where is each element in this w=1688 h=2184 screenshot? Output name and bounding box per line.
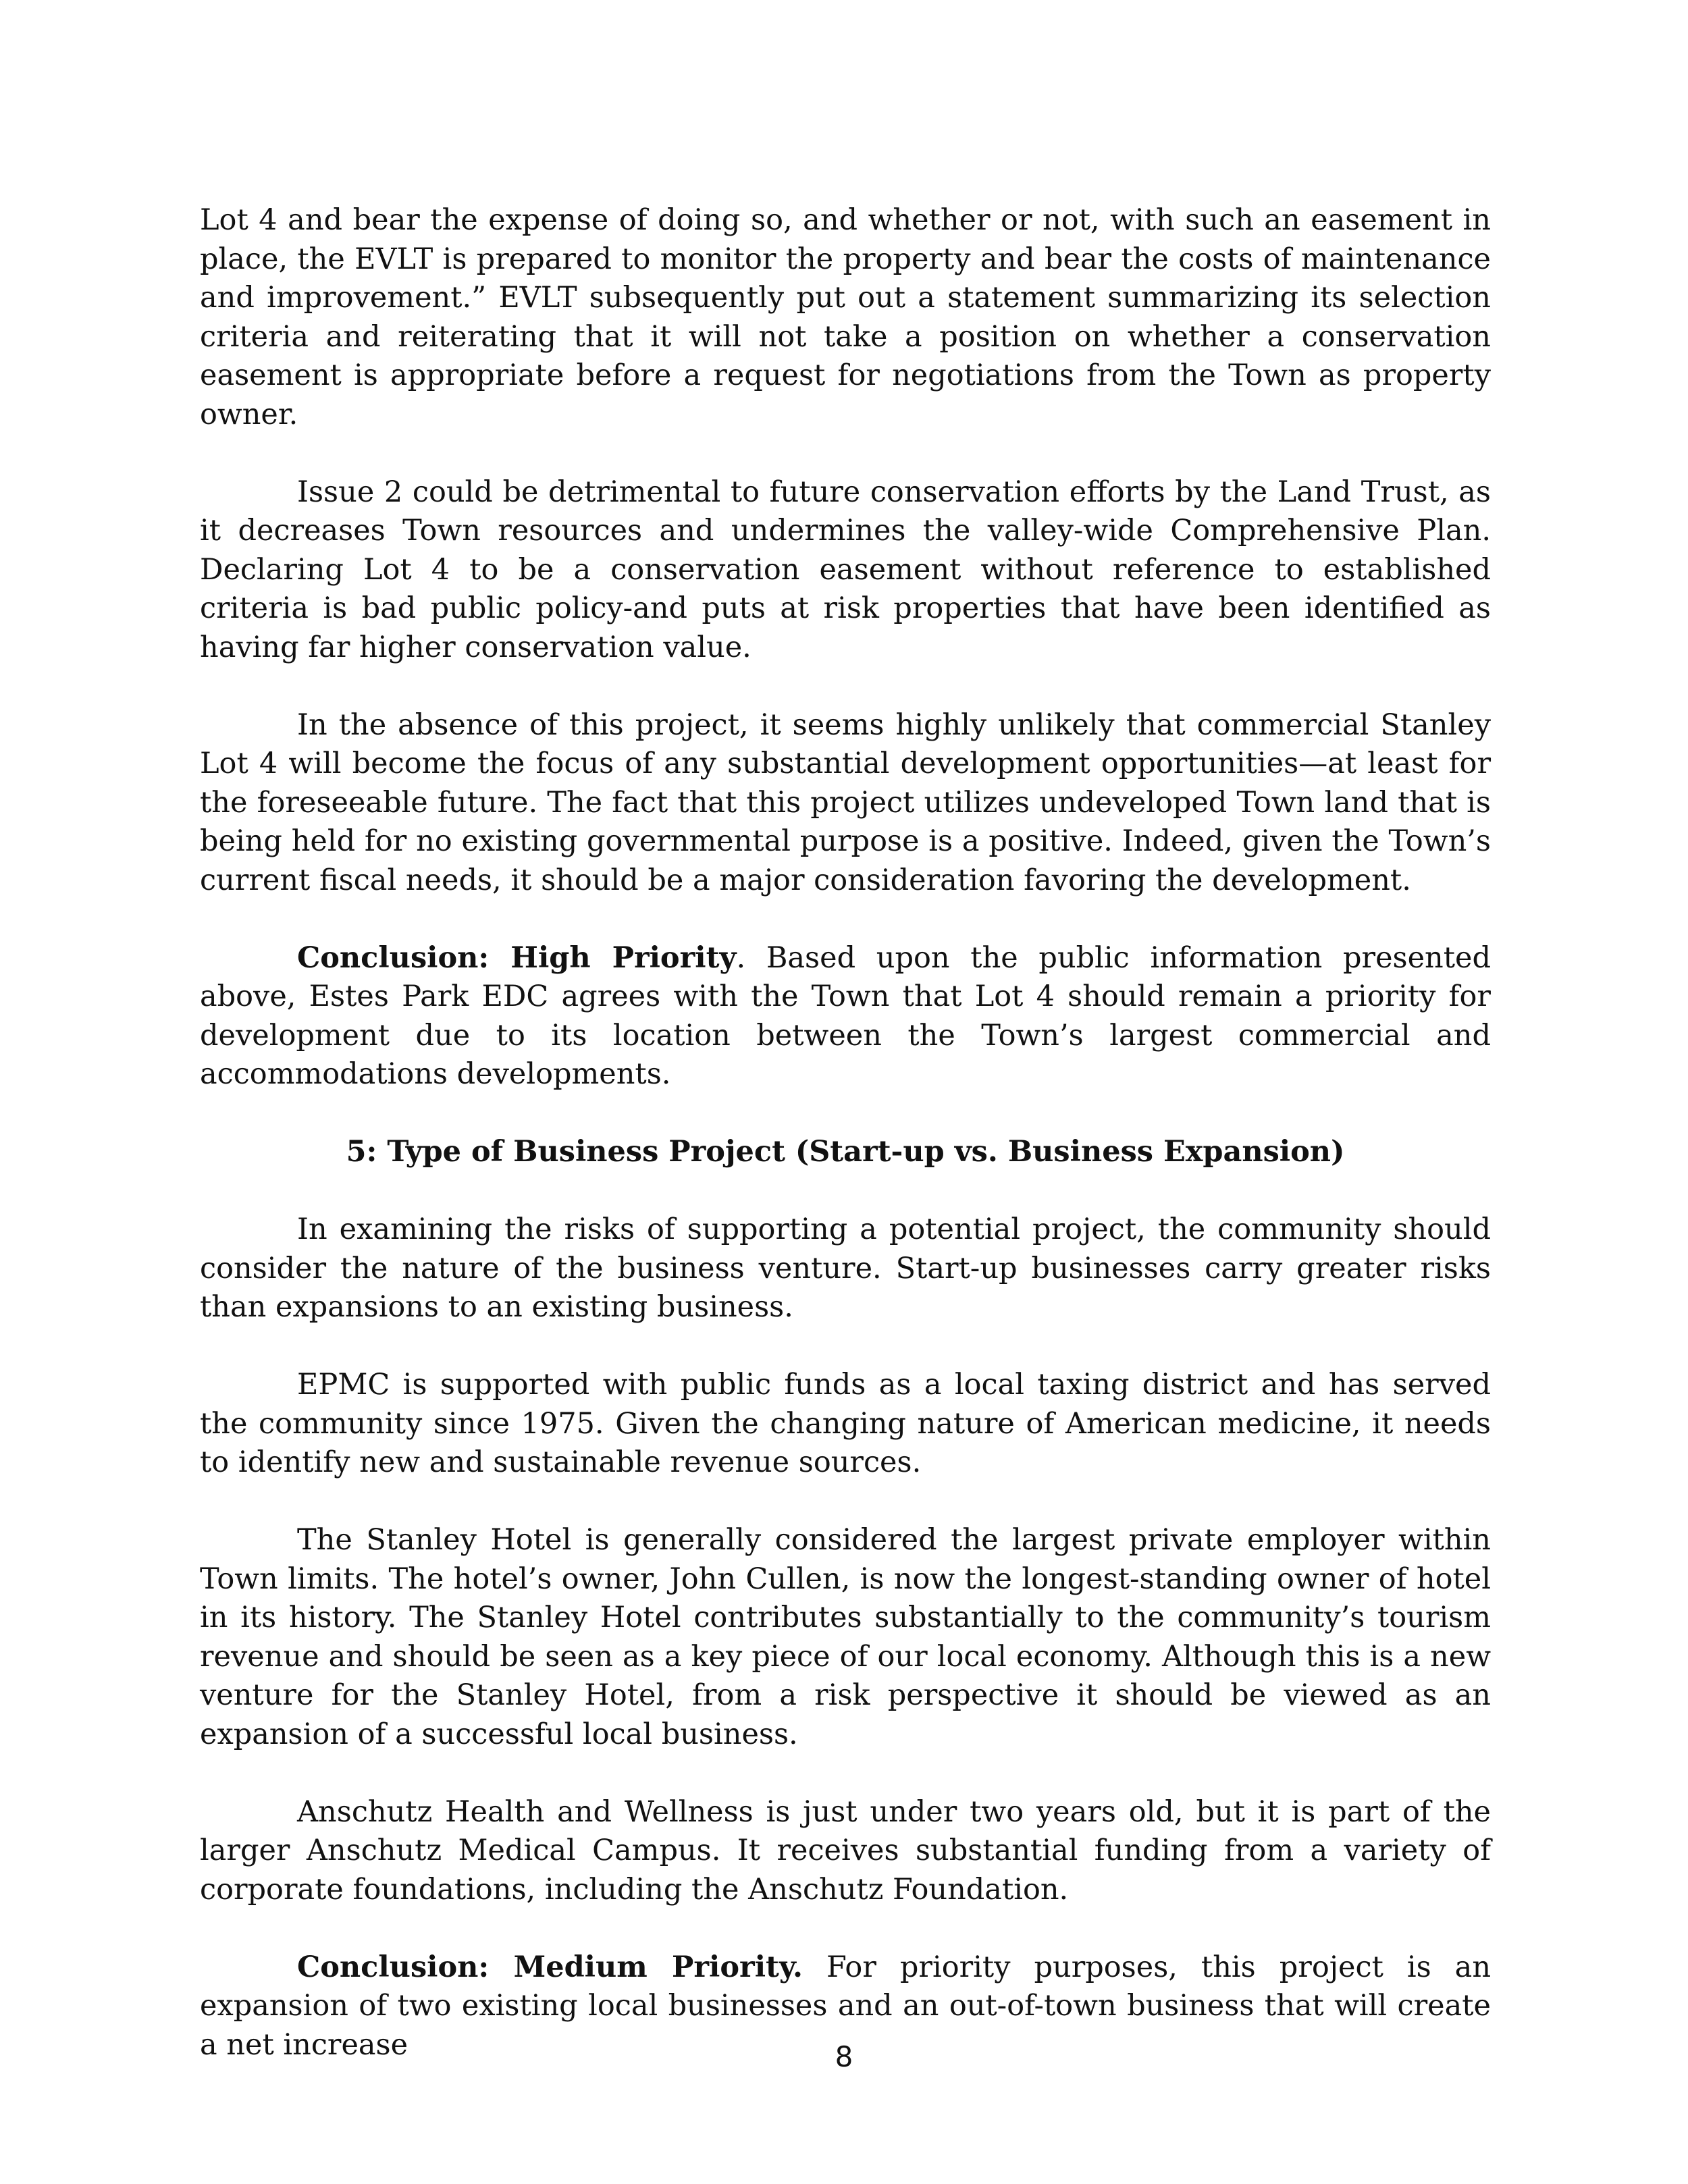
conclusion-lead: Conclusion: Medium Priority. (297, 1950, 803, 1984)
paragraph-text: The Stanley Hotel is generally considered the largest private employer within Town limits. The hotel’s owner, John Cullen, is now the longest-standing owner of hotel in its history. The Stanley Hotel contributes substantially to the community’s tourism revenue and should be seen as a key piece of our local economy. Although this is a new venture for the Stanley Hotel, from a risk perspective it should be viewed as an expansion of a successful local business. (200, 1523, 1491, 1751)
paragraph-anschutz (200, 1793, 1491, 1910)
paragraph-issue-2 (200, 473, 1491, 668)
paragraph-text: Lot 4 and bear the expense of doing so, and whether or not, with such an easement in place, the EVLT is prepared to monitor the property and bear the costs of maintenance and improvement.” EVLT subsequently put out a statement summarizing its selection criteria and reiterating that it will not take a position on whether a conservation easement is appropriate before a request for negotiations from the Town as property owner. (200, 203, 1491, 431)
paragraph-text: For priority purposes, this project is an expansion of two existing local businesses and an out-of-town business that will create a net increase (200, 1950, 1492, 2062)
conclusion-lead: Conclusion: High Priority (297, 940, 737, 975)
paragraph-risks-of-supporting (200, 1210, 1491, 1327)
paragraph-text: EPMC is supported with public funds as a local taxing district and has served the community since 1975. Given the changing nature of American medicine, it needs to identify new and sustainable revenue sources. (200, 1368, 1491, 1479)
section-heading: 5: Type of Business Project (Start-up vs. Business Expansion) (346, 1135, 1345, 1169)
paragraph-text: In examining the risks of supporting a potential project, the community should consider the nature of the business venture. Start-up businesses carry greater risks than expansions to an existing business. (200, 1213, 1491, 1324)
paragraph-stanley-hotel (200, 1521, 1491, 1754)
paragraph-text: Anschutz Health and Wellness is just under two years old, but it is part of the larger Anschutz Medical Campus. It receives substantial funding from a variety of corporate foundations, including the Anschutz Foundation. (200, 1794, 1491, 1907)
paragraph-absence-of-project (200, 706, 1491, 901)
paragraph-text: . Based upon the public information presented above, Estes Park EDC agrees with the Town that Lot 4 should remain a priority for development due to its location between the Town’s largest commercial and accommodations developments. (200, 940, 1491, 1091)
paragraph-text: Issue 2 could be detrimental to future conservation efforts by the Land Trust, as it decreases Town resources and undermines the valley-wide Comprehensive Plan. Declaring Lot 4 to be a conservation easement without reference to established criteria is bad public policy-and puts at risk properties that have been identified as having far higher conservation value. (200, 475, 1491, 664)
paragraph-epmc (200, 1366, 1491, 1483)
page-number: 8 (835, 2040, 853, 2073)
paragraph-conclusion-high-priority (200, 939, 1491, 1094)
paragraph-text: In the absence of this project, it seems highly unlikely that commercial Stanley Lot 4 will become the focus of any substantial development opportunities—at least for the foreseeable future. The fact that this project utilizes undeveloped Town land that is being held for no existing governmental purpose is a positive. Indeed, given the Town’s current fiscal needs, it should be a major consideration favoring the development. (200, 708, 1491, 897)
paragraph-lot4-easement (200, 201, 1491, 434)
document-body (200, 201, 1491, 2104)
